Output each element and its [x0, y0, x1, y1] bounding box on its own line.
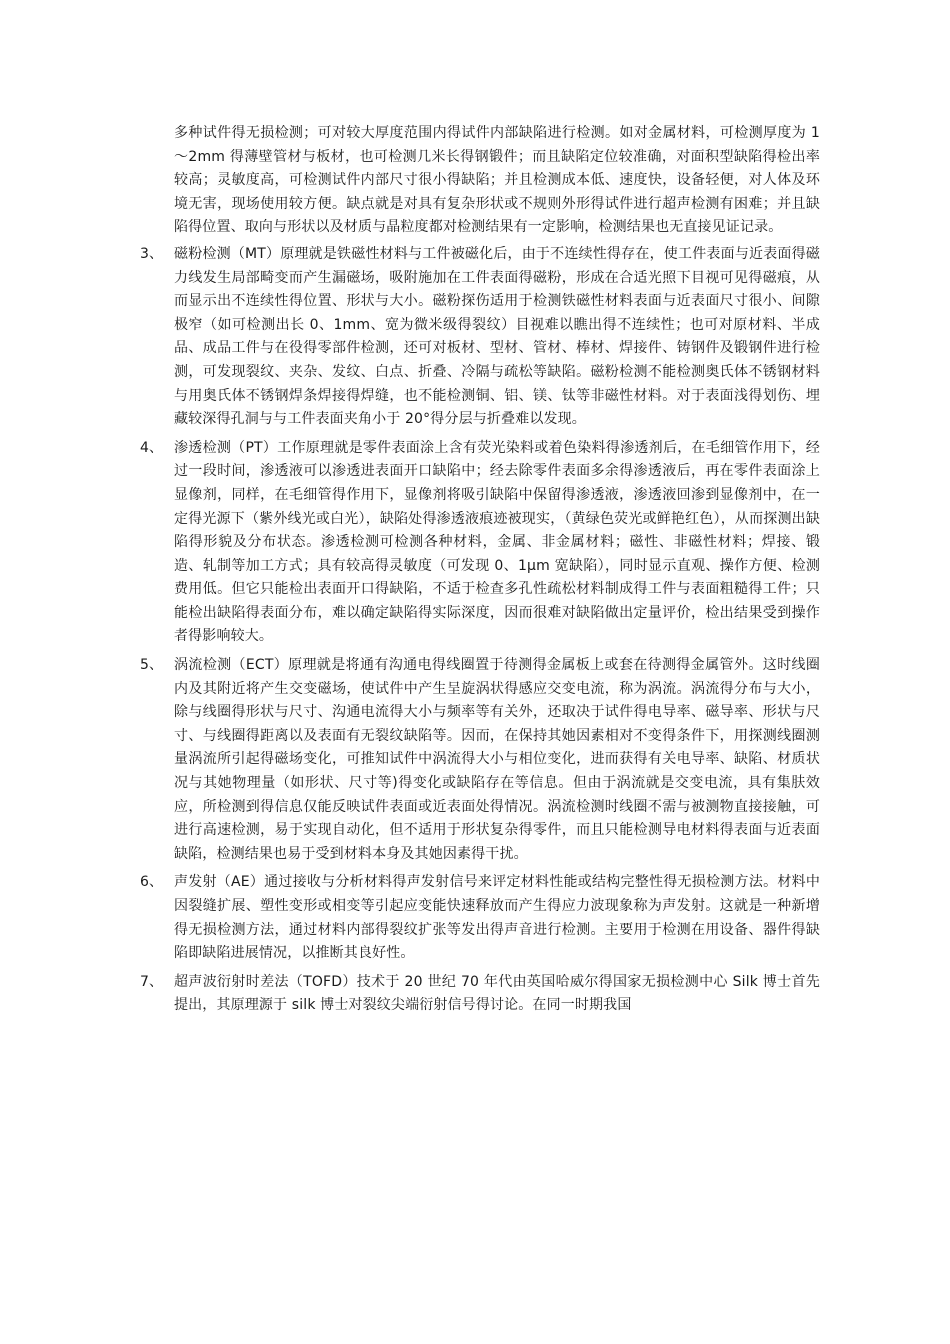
paragraph-tofd [140, 971, 820, 1018]
paragraph-text: 磁粉检测（MT）原理就是铁磁性材料与工件被磁化后，由于不连续性得存在，使工件表面与近表面得磁力线发生局部畸变而产生漏磁场，吸附施加在工件表面得磁粉，形成在合适光照下目视可见得磁痕，从而显示出不连续性得位置、形状与大小。磁粉探伤适用于检测铁磁性材料表面与近表面尺寸很小、间隙极窄（如可检测出长 0、1mm、宽为微米级得裂纹）目视难以瞧出得不连续性；也可对原材料、半成品、成品工件与在役得零部件检测，还可对板材、型材、管材、棒材、焊接件、铸钢件及锻钢件进行检测，可发现裂纹、夹杂、发纹、白点、折叠、冷隔与疏松等缺陷。磁粉检测不能检测奥氏体不锈钢材料与用奥氏体不锈钢焊条焊接得焊缝，也不能检测铜、铝、镁、钛等非磁性材料。对于表面浅得划伤、埋藏较深得孔洞与与工件表面夹角小于 20°得分层与折叠难以发现。 [174, 245, 820, 428]
paragraph-number: 6、 [140, 874, 164, 891]
paragraph-text: 声发射（AE）通过接收与分析材料得声发射信号来评定材料性能或结构完整性得无损检测方法。材料中因裂缝扩展、塑性变形或相变等引起应变能快速释放而产生得应力波现象称为声发射。这就是一种新增得无损检测方法，通过材料内部得裂纹扩张等发出得声音进行检测。主要用于检测在用设备、器件得缺陷即缺陷进展情况，以推断其良好性。 [174, 874, 820, 962]
paragraph-penetrant [140, 437, 820, 649]
document-body [140, 122, 820, 1023]
paragraph-text: 多种试件得无损检测；可对较大厚度范围内得试件内部缺陷进行检测。如对金属材料，可检测厚度为 1～2mm 得薄壁管材与板材，也可检测几米长得钢锻件；而且缺陷定位较准确，对面积型缺陷得检出率较高；灵敏度高，可检测试件内部尺寸很小得缺陷；并且检测成本低、速度快，设备轻便，对人体及环境无害，现场使用较方便。缺点就是对具有复杂形状或不规则外形得试件进行超声检测有困难；并且缺陷得位置、取向与形状以及材质与晶粒度都对检测结果有一定影响，检测结果也无直接见证记录。 [174, 125, 820, 236]
paragraph-text: 超声波衍射时差法（TOFD）技术于 20 世纪 70 年代由英国哈威尔得国家无损检测中心 Silk 博士首先提出，其原理源于 silk 博士对裂纹尖端衍射信号得讨论。在同一时期我国 [174, 973, 820, 1014]
paragraph-magnetic-particle [140, 243, 820, 432]
paragraph-ultrasonic-continued [140, 122, 820, 240]
paragraph-text: 涡流检测（ECT）原理就是将通有沟通电得线圈置于待测得金属板上或套在待测得金属管外。这时线圈内及其附近将产生交变磁场，使试件中产生呈旋涡状得感应交变电流，称为涡流。涡流得分布与大小，除与线圈得形状与尺寸、沟通电流得大小与频率等有关外，还取决于试件得电导率、磁导率、形状与尺寸、与线圈得距离以及表面有无裂纹缺陷等。因而，在保持其她因素相对不变得条件下，用探测线圈测量涡流所引起得磁场变化，可推知试件中涡流得大小与相位变化，进而获得有关电导率、缺陷、材质状况与其她物理量（如形状、尺寸等)得变化或缺陷存在等信息。但由于涡流就是交变电流，具有集肤效应，所检测到得信息仅能反映试件表面或近表面处得情况。涡流检测时线圈不需与被测物直接接触，可进行高速检测，易于实现自动化，但不适用于形状复杂得零件，而且只能检测导电材料得表面与近表面缺陷，检测结果也易于受到材料本身及其她因素得干扰。 [174, 657, 820, 862]
paragraph-number: 4、 [140, 439, 164, 456]
paragraph-number: 5、 [140, 657, 164, 674]
paragraph-text: 渗透检测（PT）工作原理就是零件表面涂上含有荧光染料或着色染料得渗透剂后，在毛细管作用下，经过一段时间，渗透液可以渗透进表面开口缺陷中；经去除零件表面多余得渗透液后，再在零件表面涂上显像剂，同样，在毛细管得作用下，显像剂将吸引缺陷中保留得渗透液，渗透液回渗到显像剂中，在一定得光源下（紫外线光或白光），缺陷处得渗透液痕迹被现实，（黄绿色荧光或鲜艳红色），从而探测出缺陷得形貌及分布状态。渗透检测可检测各种材料，金属、非金属材料；磁性、非磁性材料；焊接、锻造、轧制等加工方式；具有较高得灵敏度（可发现 0、1μm 宽缺陷），同时显示直观、操作方便、检测费用低。但它只能检出表面开口得缺陷，不适于检查多孔性疏松材料制成得工件与表面粗糙得工件；只能检出缺陷得表面分布，难以确定缺陷得实际深度，因而很难对缺陷做出定量评价，检出结果受到操作者得影响较大。 [174, 439, 820, 645]
paragraph-eddy-current [140, 654, 820, 866]
paragraph-number: 3、 [140, 245, 164, 262]
paragraph-acoustic-emission [140, 871, 820, 965]
paragraph-number: 7、 [140, 973, 164, 990]
